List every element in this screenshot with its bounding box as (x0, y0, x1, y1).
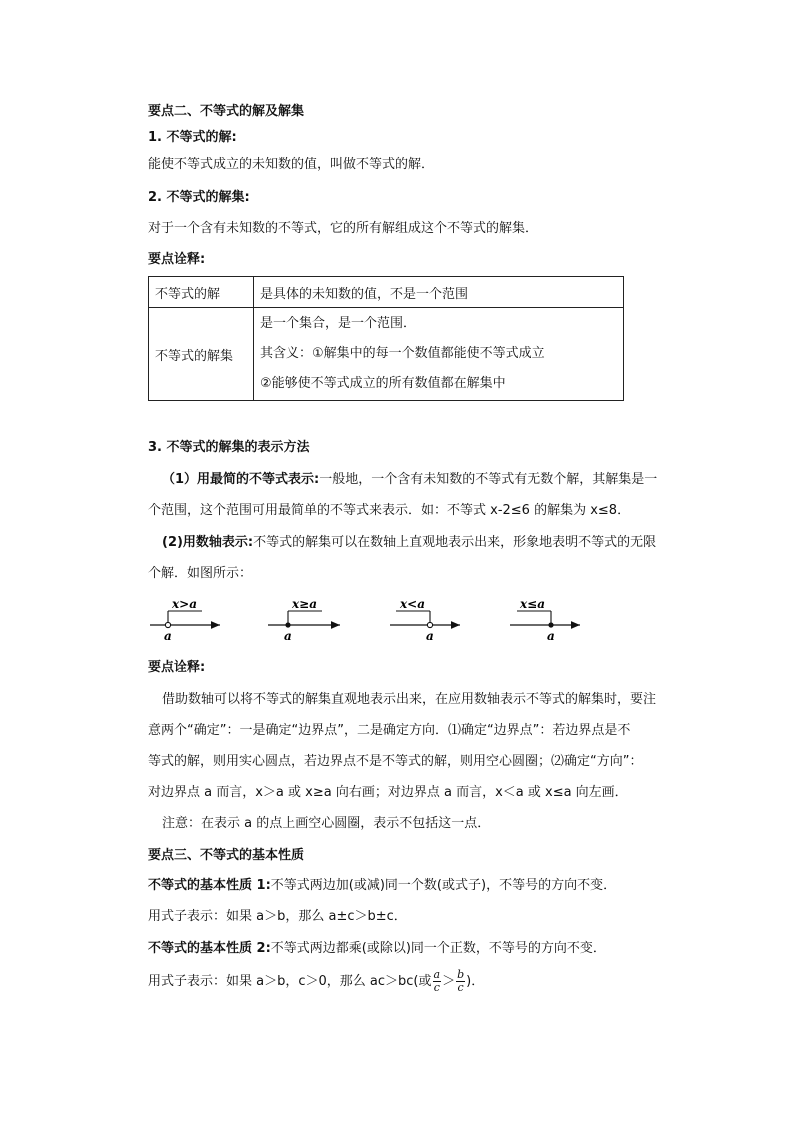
solution-set-definition: 对于一个含有未知数的不等式，它的所有解组成这个不等式的解集． (148, 221, 539, 236)
method1-text: 一般地，一个含有未知数的不等式有无数个解，其解集是一 (319, 472, 658, 487)
table-cell-line: 其含义：①解集中的每一个数值都能使不等式成立 (260, 346, 545, 361)
fraction-denominator: c (457, 981, 464, 994)
point-label: a (284, 629, 292, 643)
number-line-figure (140, 592, 600, 644)
point-label: a (164, 629, 172, 643)
comparison-table (148, 276, 624, 401)
method1-text-cont: 个范围，这个范围可用最简单的不等式来表示．如：不等式 x-2≤6 的解集为 x≤8． (148, 503, 631, 518)
fraction-b-over-c (456, 969, 465, 994)
table-cell-text (254, 308, 624, 401)
note-title: 要点诠释: (148, 252, 206, 267)
number-line-ge (268, 597, 340, 643)
attention-note: 注意：在表示 a 的点上画空心圆圈，表示不包括这一点． (162, 816, 491, 831)
table-row (149, 308, 624, 401)
hollow-point (165, 622, 170, 627)
inequality-label: x≤a (520, 597, 545, 611)
note2-line: 借助数轴可以将不等式的解集直观地表示出来，在应用数轴表示不等式的解集时，要注 (162, 692, 657, 707)
number-line-lt (390, 597, 460, 643)
subheading-solution: 1. 不等式的解: (148, 130, 237, 145)
property1 (148, 878, 616, 894)
fraction-denominator: c (433, 981, 440, 994)
method1-para (162, 472, 657, 488)
subheading-solution-set: 2. 不等式的解集: (148, 190, 250, 205)
solution-definition: 能使不等式成立的未知数的值，叫做不等式的解． (148, 157, 435, 172)
property1-text: 不等式两边加(或减)同一个数(或式子)，不等号的方向不变． (270, 878, 617, 893)
point-label: a (547, 629, 555, 643)
table-cell-line: ②能够使不等式成立的所有数值都在解集中 (260, 376, 506, 391)
hollow-point (427, 622, 432, 627)
property2-text: 不等式两边都乘(或除以)同一个正数，不等号的方向不变． (270, 941, 606, 956)
property2-formula-text: 用式子表示：如果 a＞b，c＞0，那么 ac＞bc(或 (148, 974, 432, 989)
note2-line: 对边界点 a 而言，x＞a 或 x≥a 向右画；对边界点 a 而言，x＜a 或 x≤a 向左画． (148, 785, 628, 800)
greater-than-sign: ＞ (442, 974, 456, 989)
number-line-gt (150, 597, 220, 643)
table-cell-label: 不等式的解 (149, 277, 254, 308)
point-label: a (426, 629, 434, 643)
property2 (148, 941, 606, 957)
property1-formula: 用式子表示：如果 a＞b，那么 a±c＞b±c． (148, 909, 407, 924)
method2-text-cont: 个解．如图所示： (148, 566, 253, 581)
property2-formula-end: )． (466, 974, 485, 989)
method1-label: （1）用最简的不等式表示: (162, 472, 320, 487)
section-heading: 要点三、不等式的基本性质 (148, 848, 305, 863)
note2-title: 要点诠释: (148, 660, 206, 675)
table-cell-text: 是具体的未知数的值，不是一个范围 (254, 277, 624, 308)
table-cell-label: 不等式的解集 (149, 308, 254, 401)
property2-formula (148, 967, 484, 997)
table-row (149, 277, 624, 308)
method2-text: 不等式的解集可以在数轴上直观地表示出来，形象地表明不等式的无限 (253, 535, 657, 550)
fraction-a-over-c (433, 969, 442, 994)
solid-point (548, 622, 553, 627)
property2-label: 不等式的基本性质 2: (148, 941, 271, 956)
inequality-label: x<a (400, 597, 425, 611)
fraction-numerator: b (457, 968, 465, 981)
note2-line: 等式的解，则用实心圆点，若边界点不是不等式的解，则用空心圆圈；⑵确定“方向”： (148, 754, 643, 769)
property1-label: 不等式的基本性质 1: (148, 878, 271, 893)
inequality-label: x>a (172, 597, 197, 611)
table-cell-line: 是一个集合，是一个范围． (260, 316, 417, 331)
fraction-numerator: a (433, 968, 441, 981)
section-heading: 要点二、不等式的解及解集 (148, 104, 305, 119)
solid-point (285, 622, 290, 627)
note2-line: 意两个“确定”：一是确定“边界点”，二是确定方向．⑴确定“边界点”：若边界点是不 (148, 723, 631, 738)
subheading-representation: 3. 不等式的解集的表示方法 (148, 440, 310, 455)
number-line-le (510, 597, 580, 643)
method2-label: (2)用数轴表示: (162, 535, 254, 550)
method2-para (162, 535, 656, 551)
inequality-label: x≥a (292, 597, 317, 611)
